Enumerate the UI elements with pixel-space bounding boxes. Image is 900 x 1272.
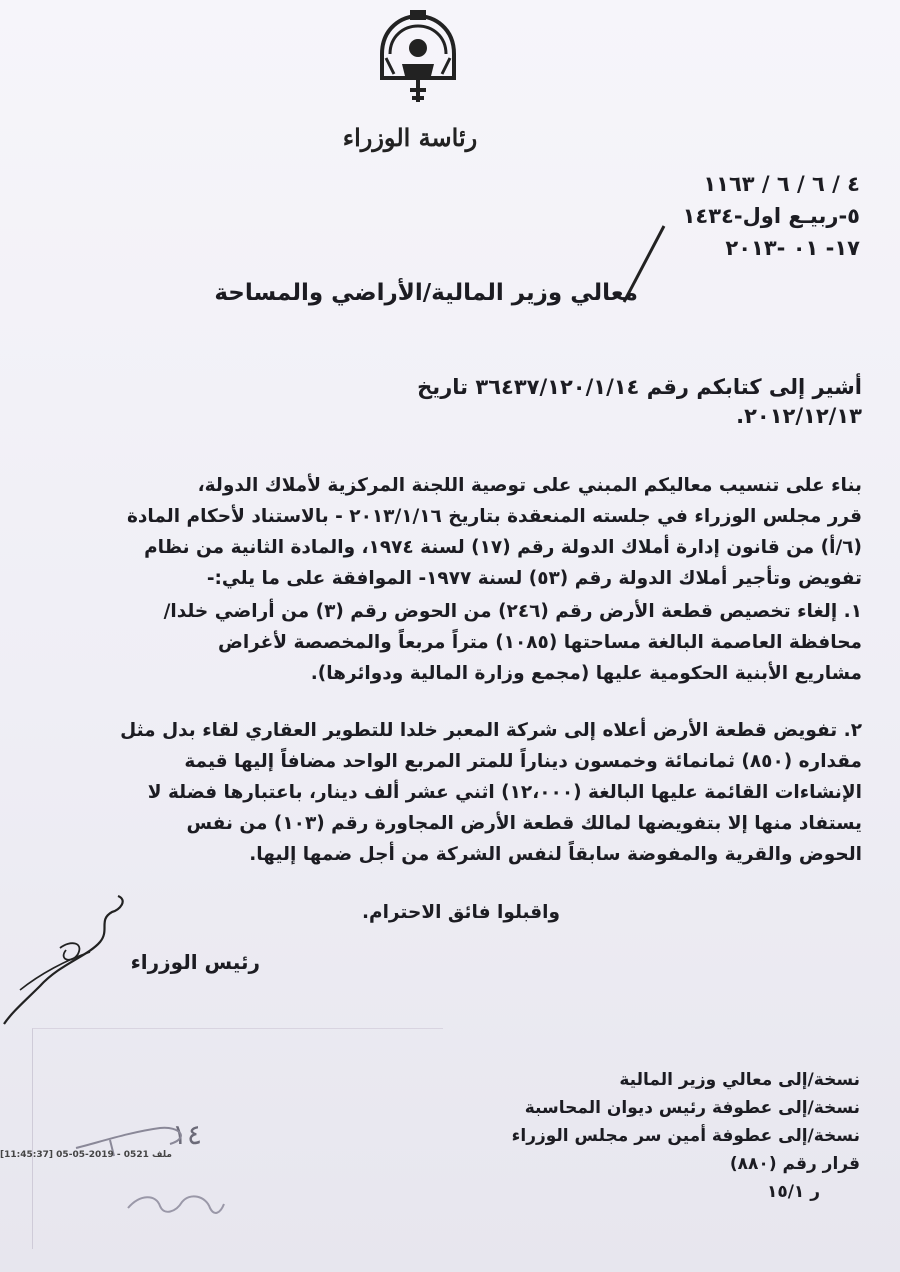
- handwritten-number: ١٤: [172, 1118, 203, 1151]
- body-line: بناء على تنسيب معاليكم المبني على توصية اللجنة المركزية لأملاك الدولة،: [197, 475, 862, 496]
- decision-number: قرار رقم (٨٨٠): [729, 1154, 860, 1174]
- addressee: معالي وزير المالية/الأراضي والمساحة: [214, 280, 638, 306]
- item-1-line: محافظة العاصمة البالغة مساحتها (١٠٨٥) متراً مربعاً والمخصصة لأغراض: [217, 632, 862, 653]
- body-line: قرر مجلس الوزراء في جلسته المنعقدة بتاريخ ٢٠١٣/١/١٦ - بالاستناد لأحكام المادة: [127, 506, 862, 527]
- handwritten-signature: [0, 890, 150, 1030]
- signature-title: رئيس الوزراء: [130, 950, 260, 974]
- handwritten-initials: [120, 1186, 230, 1222]
- item-2-line: الإنشاءات القائمة عليها البالغة (١٢،٠٠٠) اثني عشر ألف دينار، باعتبارها فضلة لا: [147, 782, 862, 803]
- item-1-line: ١. إلغاء تخصيص قطعة الأرض رقم (٢٤٦) من الحوض رقم (٣) من أراضي خلدا/: [163, 601, 862, 622]
- file-reference: ر ١٥/١: [766, 1182, 820, 1202]
- hijri-date: ٥-ربيـع اول-١٤٣٤: [682, 204, 860, 228]
- crown-emblem-icon: [372, 8, 464, 104]
- scan-stamp: ملف 0521 - 2019-05-05 [11:45:37]: [0, 1150, 172, 1160]
- svg-text:رئاسة الوزراء: رئاسة الوزراء: [342, 123, 478, 152]
- closing: واقبلوا فائق الاحترام.: [362, 902, 560, 923]
- copy-line: نسخة/إلى معالي وزير المالية: [619, 1070, 860, 1090]
- copy-line: نسخة/إلى عطوفة أمين سر مجلس الوزراء: [511, 1126, 860, 1146]
- item-1-line: مشاريع الأبنية الحكومية عليها (مجمع وزارة المالية ودوائرها).: [310, 663, 862, 684]
- item-2-line: ٢. تفويض قطعة الأرض أعلاه إلى شركة المعبر خلدا للتطوير العقاري لقاء بدل مثل: [120, 720, 862, 741]
- item-2-line: الحوض والقرية والمفوضة سابقاً لنفس الشركة من أجل ضمها إليها.: [249, 844, 862, 865]
- item-2-line: مقداره (٨٥٠) ثمانمائة وخمسون ديناراً للمتر المربع الواحد مضافاً إليها قيمة: [184, 751, 862, 772]
- copy-line: نسخة/إلى عطوفة رئيس ديوان المحاسبة: [524, 1098, 860, 1118]
- gregorian-date: ١٧- ٠١ -٢٠١٣: [725, 236, 860, 260]
- body-line: (٦/أ) من قانون إدارة أملاك الدولة رقم (١٧) لسنة ١٩٧٤، والمادة الثانية من نظام: [144, 537, 862, 558]
- reference-number: ٤ / ٦ / ٦ / ١١٦٣: [703, 172, 860, 196]
- office-title-logo: [340, 118, 480, 158]
- reference-line-1: أشير إلى كتابكم رقم ٣٦٤٣٧/١٢٠/١/١٤ تاريخ: [417, 375, 862, 399]
- item-2-line: يستفاد منها إلا بتفويضها لمالك قطعة الأرض المجاورة رقم (١٠٣) من نفس: [186, 813, 862, 834]
- body-line: تفويض وتأجير أملاك الدولة رقم (٥٣) لسنة ١٩٧٧- الموافقة على ما يلي:-: [206, 568, 862, 589]
- reference-line-2: ٢٠١٢/١٢/١٣.: [736, 404, 862, 428]
